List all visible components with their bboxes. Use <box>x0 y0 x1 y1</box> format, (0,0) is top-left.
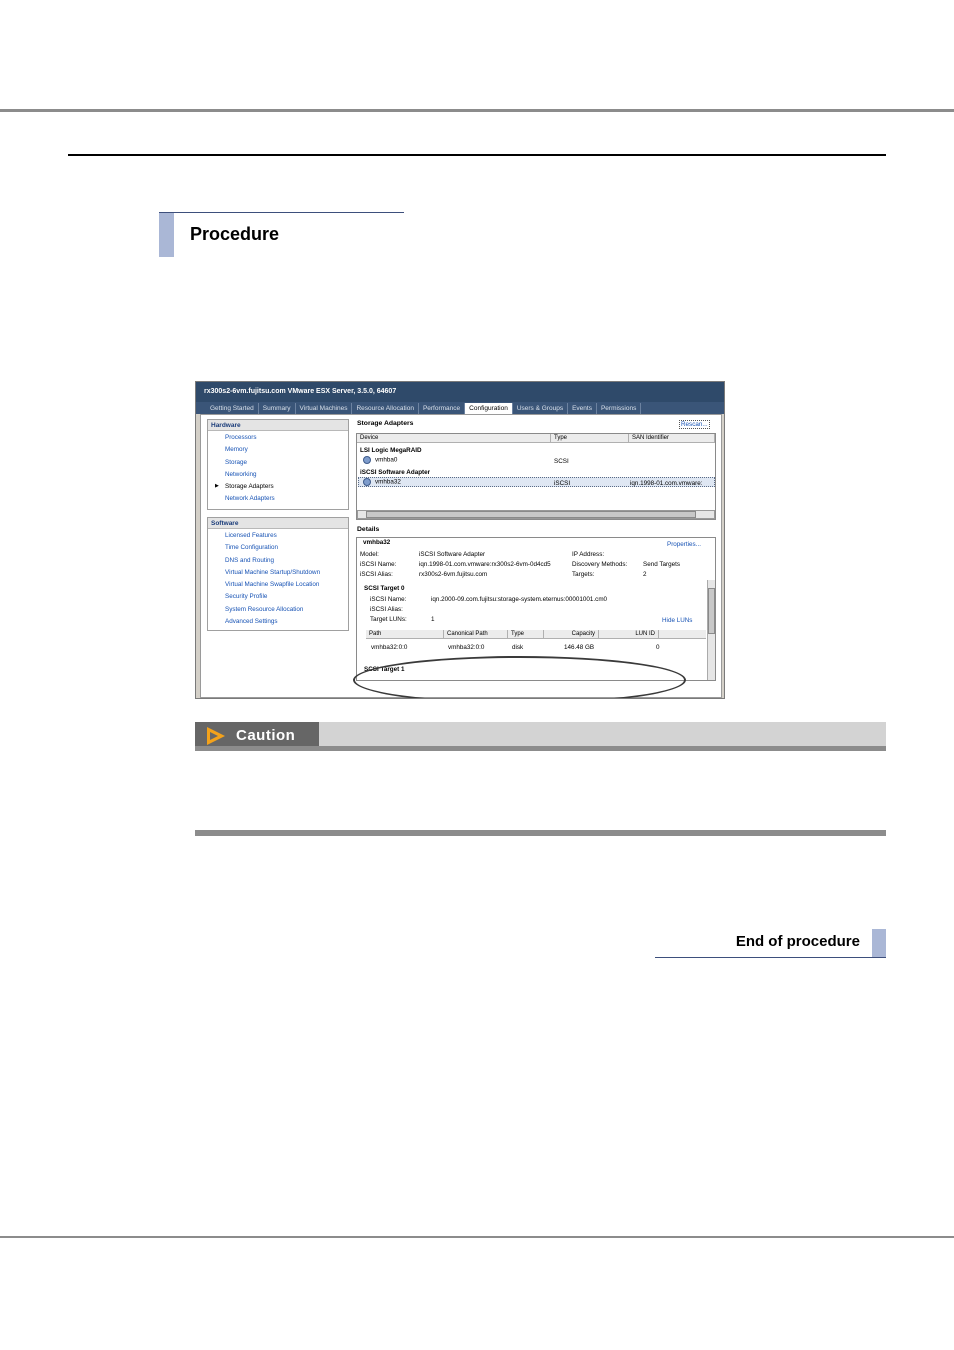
nav-storage[interactable]: Storage <box>225 458 248 466</box>
caution-arrow-icon-inner <box>210 732 218 740</box>
caution-label: Caution <box>236 727 296 744</box>
vi-client-screenshot <box>195 381 725 699</box>
end-of-procedure-bar <box>872 929 886 958</box>
target0-iscsi-name-label: iSCSI Name: <box>370 596 407 603</box>
tab-virtual-machines[interactable]: Virtual Machines <box>296 403 353 414</box>
nav-advanced-settings[interactable]: Advanced Settings <box>225 618 278 626</box>
col-path[interactable]: Path <box>366 630 444 638</box>
adapter-device-vmhba32: vmhba32 <box>363 478 401 486</box>
procedure-heading-line <box>159 212 404 213</box>
lun-capacity: 146.48 GB <box>564 644 595 651</box>
lun-type: disk <box>512 644 524 651</box>
software-heading: Software <box>208 518 348 529</box>
col-canonical-path[interactable]: Canonical Path <box>444 630 508 638</box>
nav-vm-swapfile-location[interactable]: Virtual Machine Swapfile Location <box>225 581 320 589</box>
hardware-panel <box>207 419 349 510</box>
header-rule <box>0 109 954 112</box>
vscroll-thumb[interactable] <box>708 588 715 634</box>
details-adapter-name: vmhba32 <box>363 539 391 546</box>
end-of-procedure-line <box>655 957 886 958</box>
hide-luns-link[interactable]: Hide LUNs <box>662 617 693 624</box>
nav-networking[interactable]: Networking <box>225 470 257 478</box>
lun-grid-header <box>366 630 706 639</box>
col-san-identifier[interactable]: SAN Identifier <box>629 434 715 442</box>
nav-processors[interactable]: Processors <box>225 434 257 441</box>
properties-link[interactable]: Properties... <box>667 541 701 548</box>
hscroll-thumb[interactable] <box>366 511 696 518</box>
target0-luns-value: 1 <box>431 616 435 623</box>
discovery-methods-label: Discovery Methods: <box>572 561 628 568</box>
nav-time-configuration[interactable]: Time Configuration <box>225 544 278 552</box>
nav-security-profile[interactable]: Security Profile <box>225 593 268 601</box>
configuration-pane <box>200 414 722 698</box>
tab-users-groups[interactable]: Users & Groups <box>513 403 568 414</box>
caution-banner-underline <box>195 746 886 751</box>
scsi-target-0-title: SCSI Target 0 <box>364 585 405 592</box>
adapter-icon <box>363 456 371 464</box>
adapter-group-iscsi: iSCSI Software Adapter <box>360 469 431 476</box>
col-device[interactable]: Device <box>357 434 551 442</box>
nav-system-resource-allocation[interactable]: System Resource Allocation <box>225 605 304 613</box>
hardware-heading: Hardware <box>208 420 348 431</box>
iscsi-name-label: iSCSI Name: <box>360 561 397 568</box>
storage-adapters-title: Storage Adapters <box>357 420 414 427</box>
procedure-heading: Procedure <box>190 224 280 244</box>
storage-grid-hscroll[interactable] <box>357 510 715 519</box>
storage-adapters-grid <box>356 433 716 520</box>
nav-network-adapters[interactable]: Network Adapters <box>225 495 275 503</box>
lun-canonical-path: vmhba32:0:0 <box>448 644 485 651</box>
storage-grid-header <box>357 434 715 443</box>
model-label: Model: <box>360 551 379 558</box>
nav-licensed-features[interactable]: Licensed Features <box>225 532 277 539</box>
tab-bar <box>196 402 725 414</box>
adapter-san-vmhba32: iqn.1998-01.com.vmware: <box>630 480 703 487</box>
rescan-link[interactable]: Rescan... <box>681 421 708 428</box>
col-capacity[interactable]: Capacity <box>544 630 599 638</box>
tab-summary[interactable]: Summary <box>259 403 296 414</box>
lun-id: 0 <box>656 644 660 651</box>
iscsi-alias-label: iSCSI Alias: <box>360 571 393 578</box>
software-panel <box>207 517 349 631</box>
model-value: iSCSI Software Adapter <box>419 551 486 558</box>
scsi-target-1-title: SCSI Target 1 <box>364 666 405 673</box>
tab-performance[interactable]: Performance <box>419 403 465 414</box>
lun-path[interactable]: vmhba32:0:0 <box>371 644 408 651</box>
discovery-methods-value: Send Targets <box>643 561 680 568</box>
tab-getting-started[interactable]: Getting Started <box>206 403 259 414</box>
details-title: Details <box>357 526 380 533</box>
nav-vm-startup-shutdown[interactable]: Virtual Machine Startup/Shutdown <box>225 568 321 576</box>
col-type[interactable]: Type <box>551 434 629 442</box>
adapter-group-lsi: LSI Logic MegaRAID <box>360 447 422 454</box>
caution-bottom-rule <box>195 830 886 836</box>
targets-value: 2 <box>643 571 647 578</box>
col-lun-id[interactable]: LUN ID <box>599 630 659 638</box>
selected-arrow-icon: ▶ <box>215 483 219 490</box>
details-vscroll[interactable] <box>707 580 715 680</box>
tab-resource-allocation[interactable]: Resource Allocation <box>352 403 418 414</box>
iscsi-name-value: iqn.1998-01.com.vmware:rx300s2-6vm-0d4cd5 <box>419 561 551 568</box>
nav-memory[interactable]: Memory <box>225 446 248 454</box>
col-lun-type[interactable]: Type <box>508 630 544 638</box>
tab-configuration[interactable]: Configuration <box>465 403 513 414</box>
adapter-icon <box>363 478 371 486</box>
ip-address-label: IP Address: <box>572 551 605 558</box>
target0-iscsi-alias-label: iSCSI Alias: <box>370 606 403 613</box>
section-rule <box>68 154 886 156</box>
adapter-type-vmhba32: iSCSI <box>554 480 571 487</box>
tab-events[interactable]: Events <box>568 403 597 414</box>
adapter-type-vmhba0: SCSI <box>554 458 569 465</box>
end-of-procedure: End of procedure <box>735 933 860 950</box>
nav-storage-adapters[interactable]: ▶ Storage Adapters <box>215 483 274 491</box>
targets-label: Targets: <box>572 571 595 578</box>
tab-permissions[interactable]: Permissions <box>597 403 641 414</box>
window-title: rx300s2-6vm.fujitsu.com VMware ESX Server, 3.5.0, 64607 <box>196 382 725 402</box>
target0-luns-label: Target LUNs: <box>370 616 407 623</box>
target0-iscsi-name-value: iqn.2000-09.com.fujitsu:storage-system.eternus:00001001.cm0 <box>431 596 608 603</box>
procedure-heading-bar <box>159 213 174 257</box>
adapter-row-vmhba0[interactable]: vmhba0 <box>363 456 397 464</box>
nav-dns-routing[interactable]: DNS and Routing <box>225 556 275 564</box>
footer-rule <box>0 1236 954 1238</box>
iscsi-alias-value: rx300s2-6vm.fujitsu.com <box>419 571 488 578</box>
lun-highlight-oval <box>353 656 686 699</box>
